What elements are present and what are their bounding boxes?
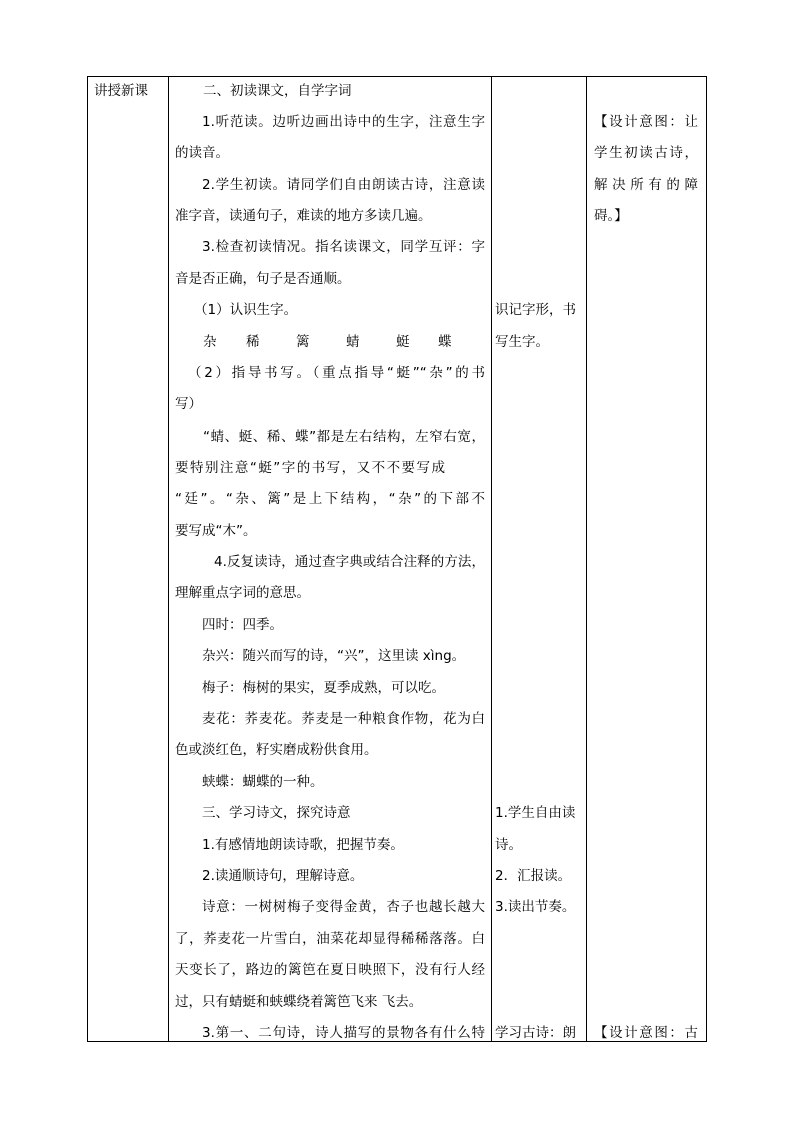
content-line: 色或淡红色，籽实磨成粉供食用。 (175, 742, 378, 758)
new-character: 蜓 (396, 334, 410, 350)
content-line: 写） (175, 396, 202, 412)
content-line: “廷”。“杂、篱”是上下结构，“杂”的下部不 (175, 491, 485, 507)
content-line: 杂兴：随兴而写的诗，“兴”，这里读 xìng。 (202, 648, 466, 664)
new-characters-row (169, 332, 491, 352)
content-line: 天变长了，路边的篱笆在夏日映照下，没有行人经 (175, 962, 485, 978)
new-character: 蜻 (346, 334, 360, 350)
content-line: 音是否正确，句子是否通顺。 (175, 271, 351, 287)
student-activity-line: 1.学生自由读 (495, 805, 576, 821)
student-activity-line: 诗。 (495, 837, 522, 853)
content-line: （2）指导书写。（重点指导“蜓”“杂”的书 (188, 365, 485, 381)
student-activity-line: 3.读出节奏。 (495, 899, 576, 915)
section-label-cell (88, 77, 168, 1041)
student-activity-cell (492, 77, 586, 1041)
content-line: 了，荞麦花一片雪白，油菜花却显得稀稀落落。白 (175, 931, 485, 947)
new-character: 篱 (296, 334, 310, 350)
lesson-plan-table (87, 76, 707, 1042)
content-line: 梅子：梅树的果实，夏季成熟，可以吃。 (202, 680, 445, 696)
new-character: 蝶 (438, 334, 452, 350)
new-character: 杂 (203, 334, 217, 350)
content-line: 诗意：一树树梅子变得金黄，杏子也越长越大 (202, 899, 485, 915)
content-line: 四时：四季。 (202, 617, 283, 633)
content-line: 的读音。 (175, 145, 229, 161)
content-line: 理解重点字词的意思。 (175, 585, 310, 601)
content-heading: 三、学习诗文，探究诗意 (202, 805, 351, 821)
content-line: 1.听范读。边听边画出诗中的生字，注意生字 (202, 114, 485, 130)
content-line: 蛱蝶：蝴蝶的一种。 (202, 774, 324, 790)
design-intent-line: 碍。】 (594, 208, 628, 224)
content-heading: 二、初读课文，自学字词 (203, 83, 352, 99)
student-activity-line: 写生字。 (495, 334, 549, 350)
content-line: 准字音，读通句子，难读的地方多读几遍。 (175, 208, 432, 224)
design-intent-cell (587, 77, 706, 1041)
content-line: 2.学生初读。请同学们自由朗读古诗，注意读 (202, 177, 485, 193)
content-line: 过，只有蜻蜓和蛱蝶绕着篱笆飞来 飞去。 (175, 994, 423, 1010)
section-label: 讲授新课 (94, 83, 148, 99)
content-line: 麦花：荞麦花。荞麦是一种粮食作物，花为白 (202, 711, 485, 727)
content-line: 要写成“木”。 (175, 523, 257, 539)
student-activity-line: 学习古诗：朗 (495, 1025, 576, 1041)
content-line: 3.检查初读情况。指名读课文，同学互评：字 (202, 239, 485, 255)
design-intent-line: 【设计意图：让 (594, 114, 698, 130)
content-line: 要特别注意“蜓”字的书写，又不不要写成 (175, 460, 445, 476)
content-line: “蜻、蜓、稀、蝶”都是左右结构，左窄右宽， (203, 429, 485, 445)
content-line: 1.有感情地朗读诗歌，把握节奏。 (202, 837, 404, 853)
content-line: 4.反复读诗，通过查字典或结合注释的方法， (214, 554, 485, 570)
new-character: 稀 (246, 334, 260, 350)
design-intent-line: 解决所有的障 (594, 177, 698, 193)
design-intent-line: 【设计意图：古 (594, 1025, 698, 1041)
content-line: 2.读通顺诗句，理解诗意。 (202, 868, 364, 884)
content-line: （1）认识生字。 (194, 302, 298, 318)
design-intent-line: 学生初读古诗， (594, 145, 698, 161)
student-activity-line: 2．汇报读。 (495, 868, 572, 884)
content-line: 3.第一、二句诗，诗人描写的景物各有什么特 (202, 1025, 485, 1041)
student-activity-line: 识记字形，书 (495, 302, 576, 318)
teaching-content-cell (169, 77, 491, 1041)
